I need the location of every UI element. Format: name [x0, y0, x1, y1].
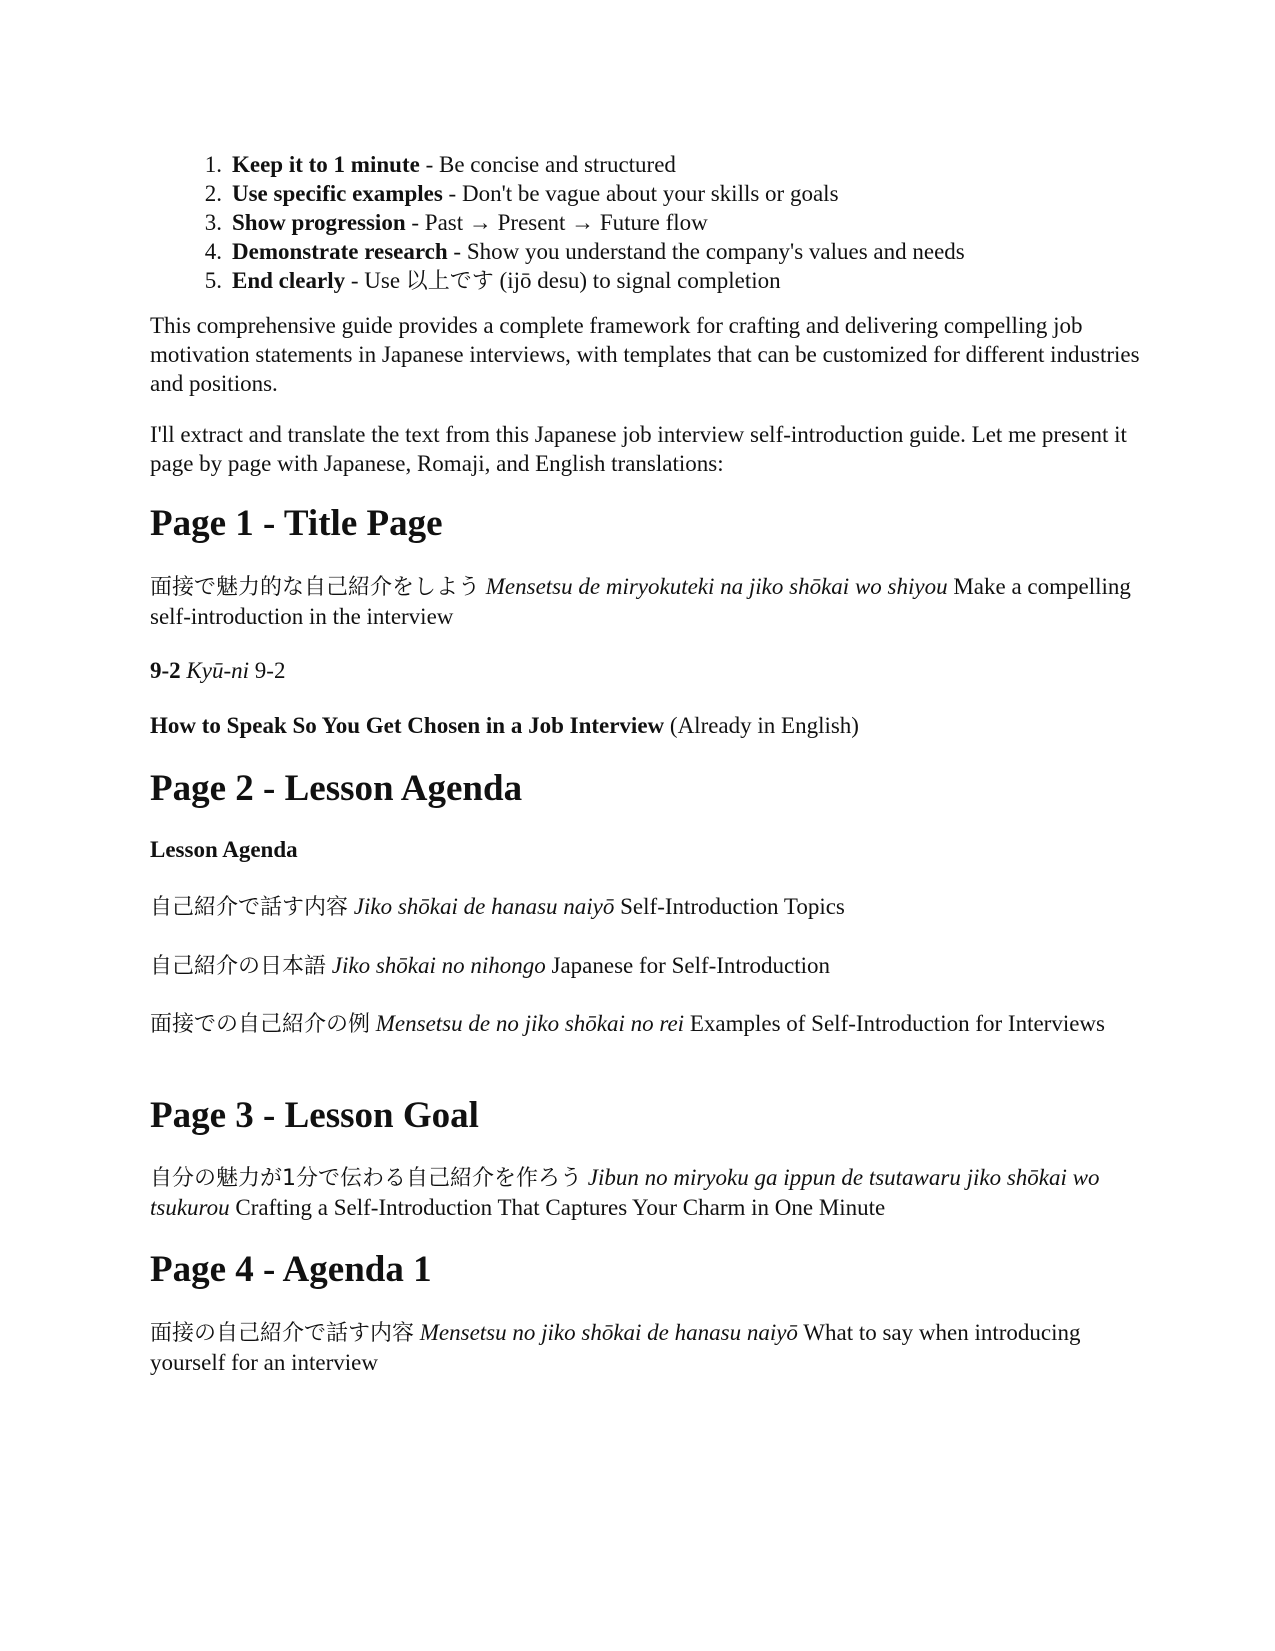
japanese-text: 面接で魅力的な自己紹介をしよう	[150, 575, 481, 600]
section-heading-page-4: Page 4 - Agenda 1	[150, 1249, 432, 1290]
english-text: What to say when introducing yourself for an interview	[150, 1320, 1081, 1375]
tips-list	[150, 150, 965, 295]
list-number: 4.	[204, 239, 222, 264]
agenda-1-line	[150, 1318, 1140, 1377]
tip-text: - Show you understand the company's values and needs	[447, 239, 965, 264]
english-text: Examples of Self-Introduction for Interviews	[689, 1011, 1105, 1036]
agenda-subhead	[150, 835, 1140, 864]
japanese-text: 自己紹介で話す内容	[150, 895, 349, 920]
english-text: Self-Introduction Topics	[620, 894, 845, 919]
section-heading-page-2: Page 2 - Lesson Agenda	[150, 768, 523, 809]
agenda-item	[150, 951, 1140, 981]
romaji-text: Mensetsu no jiko shōkai de hanasu naiyō	[419, 1320, 798, 1345]
list-item	[150, 237, 965, 266]
lesson-number-line	[150, 656, 1140, 685]
tip-title: Keep it to 1 minute	[232, 152, 420, 177]
english-text: Make a compelling self-introduction in the interview	[150, 574, 1131, 629]
romaji-text: Mensetsu de miryokuteki na jiko shōkai wo shiyou	[485, 574, 948, 599]
japanese-text: 自己紹介の日本語	[150, 954, 327, 979]
english-text: Crafting a Self-Introduction That Captures Your Charm in One Minute	[235, 1195, 886, 1220]
list-item	[150, 266, 965, 295]
list-number: 1.	[204, 152, 222, 177]
list-number: 5.	[204, 268, 222, 293]
section-heading-page-3: Page 3 - Lesson Goal	[150, 1095, 479, 1136]
tip-text: - Past → Present → Future flow	[405, 210, 708, 235]
japanese-text: 面接の自己紹介で話す内容	[150, 1321, 415, 1346]
goal-line	[150, 1163, 1140, 1222]
summary-paragraph: This comprehensive guide provides a complete framework for crafting and delivering compelling job motivation statements in Japanese interviews, with templates that can be customized for different industries and positions.	[150, 313, 1140, 396]
tip-title: Show progression	[232, 210, 406, 235]
subtitle-bold: How to Speak So You Get Chosen in a Job Interview	[150, 713, 665, 738]
tip-text: - Use	[345, 268, 406, 293]
section-heading-page-1: Page 1 - Title Page	[150, 503, 443, 544]
list-item	[150, 179, 965, 208]
tip-title: Demonstrate research	[232, 239, 448, 264]
romaji-text: Jiko shōkai no nihongo	[331, 953, 546, 978]
subtitle-line	[150, 711, 1140, 740]
list-number: 2.	[204, 181, 222, 206]
romaji-text: Kyū-ni	[186, 658, 250, 683]
english-text: (Already in English)	[669, 713, 859, 738]
tip-title: End clearly	[232, 268, 346, 293]
romaji-text: Mensetsu de no jiko shōkai no rei	[375, 1011, 685, 1036]
lesson-number: 9-2	[150, 658, 181, 683]
tip-text: - Don't be vague about your skills or goals	[442, 181, 839, 206]
agenda-subhead-text: Lesson Agenda	[150, 837, 298, 862]
japanese-text: 面接での自己紹介の例	[150, 1012, 371, 1037]
intro-paragraph: I'll extract and translate the text from this Japanese job interview self-introduction guide. Let me present it page by page with Japanese, Romaji, and English translations:	[150, 422, 1127, 476]
tip-text: - Be concise and structured	[419, 152, 676, 177]
romaji-text: Jibun no miryoku ga ippun de tsutawaru jiko shōkai wo tsukurou	[150, 1165, 1100, 1220]
agenda-item	[150, 1009, 1140, 1039]
agenda-item	[150, 892, 1140, 922]
list-item	[150, 150, 965, 179]
romaji-text: Jiko shōkai de hanasu naiyō	[353, 894, 615, 919]
tip-title: Use specific examples	[232, 181, 443, 206]
tip-text: (ijō desu) to signal completion	[493, 268, 781, 293]
japanese-text: 自分の魅力が1分で伝わる自己紹介を作ろう	[150, 1166, 582, 1191]
english-text: Japanese for Self-Introduction	[551, 953, 830, 978]
list-number: 3.	[204, 210, 222, 235]
english-text: 9-2	[254, 658, 286, 683]
list-item	[150, 208, 965, 237]
japanese-text: 以上です	[405, 269, 494, 294]
title-line	[150, 572, 1140, 631]
